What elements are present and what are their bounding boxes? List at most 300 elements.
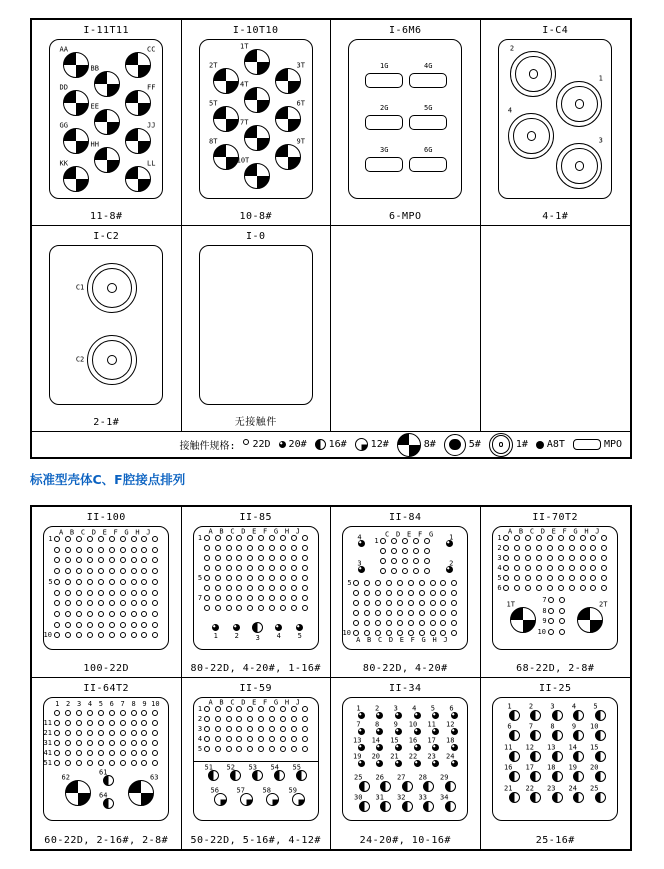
contact-1-icon bbox=[489, 433, 513, 457]
contact-label: D bbox=[91, 528, 96, 537]
contact-22d-icon bbox=[514, 575, 520, 581]
contact-22d-icon bbox=[204, 595, 210, 601]
contact-22d-icon bbox=[413, 538, 419, 544]
contact-22d-icon bbox=[120, 557, 126, 563]
contact-22d-icon bbox=[141, 740, 147, 746]
contact-label: 6 bbox=[109, 699, 114, 708]
contact-20-icon bbox=[414, 760, 421, 767]
cell-ii-100 bbox=[32, 507, 182, 678]
contact-22d-icon bbox=[236, 545, 242, 551]
cell-ii-85 bbox=[182, 507, 332, 678]
contact-16-icon bbox=[509, 710, 520, 721]
contact-22d-icon bbox=[65, 710, 71, 716]
contact-22d-icon bbox=[109, 750, 115, 756]
connector-caption: 2-1# bbox=[93, 417, 120, 428]
connector-face bbox=[49, 245, 163, 405]
contact-label: 5 bbox=[98, 699, 103, 708]
contact-22d-icon bbox=[120, 632, 126, 638]
contact-22d-icon bbox=[141, 547, 147, 553]
contact-label: A bbox=[59, 528, 64, 537]
contact-8-icon bbox=[125, 90, 151, 116]
contact-22d-icon bbox=[536, 585, 542, 591]
contact-20-icon bbox=[296, 624, 303, 631]
contact-22d-icon bbox=[558, 555, 564, 561]
contact-label: 3 bbox=[197, 725, 203, 734]
contact-22d-icon bbox=[302, 746, 308, 752]
contact-22d-icon bbox=[131, 710, 137, 716]
contact-label: 5 bbox=[297, 631, 302, 640]
connector-face bbox=[199, 39, 313, 199]
contact-22d-icon bbox=[54, 611, 60, 617]
contact-22d-icon bbox=[440, 580, 446, 586]
contact-22d-icon bbox=[601, 555, 607, 561]
contact-label: 64 bbox=[99, 791, 108, 800]
contact-label: 3 bbox=[255, 633, 260, 642]
contact-label: 5 bbox=[593, 702, 598, 711]
contact-22d-icon bbox=[558, 585, 564, 591]
connector-model-title: II-84 bbox=[388, 512, 422, 523]
connector-face bbox=[193, 697, 319, 821]
contact-22d-icon bbox=[503, 545, 509, 551]
contact-label: 54 bbox=[270, 763, 279, 772]
cell-ii-84 bbox=[331, 507, 481, 678]
contact-22d-icon bbox=[226, 545, 232, 551]
contact-label: E bbox=[102, 528, 107, 537]
contact-16-icon bbox=[530, 751, 541, 762]
contact-22d-icon bbox=[302, 716, 308, 722]
contact-22d-icon bbox=[204, 555, 210, 561]
contact-22d-icon bbox=[451, 620, 457, 626]
contact-label: 4 bbox=[412, 704, 417, 713]
contact-22d-icon bbox=[54, 557, 60, 563]
contact-22d-icon bbox=[87, 611, 93, 617]
connector-face bbox=[193, 526, 319, 650]
contact-20-icon bbox=[395, 744, 402, 751]
contact-22d-icon bbox=[353, 600, 359, 606]
connector-face bbox=[199, 245, 313, 405]
contact-22d-icon bbox=[424, 548, 430, 554]
contact-label: 56 bbox=[210, 786, 219, 795]
contact-22d-icon bbox=[215, 716, 221, 722]
contact-22d-icon bbox=[258, 585, 264, 591]
contact-22d-icon bbox=[397, 610, 403, 616]
contact-22d-icon bbox=[98, 760, 104, 766]
contact-22d-icon bbox=[525, 545, 531, 551]
contact-label: 4 bbox=[357, 533, 362, 542]
contact-22d-icon bbox=[258, 565, 264, 571]
contact-22d-icon bbox=[413, 548, 419, 554]
contact-22d-icon bbox=[131, 557, 137, 563]
contact-16-icon bbox=[423, 801, 434, 812]
contact-22d-icon bbox=[397, 600, 403, 606]
contact-22d-icon bbox=[364, 580, 370, 586]
contact-22d-icon bbox=[76, 720, 82, 726]
contact-22d-icon bbox=[204, 565, 210, 571]
contact-label: D bbox=[396, 530, 401, 539]
contact-12-icon bbox=[355, 438, 368, 451]
contact-22d-icon bbox=[451, 630, 457, 636]
contact-label: 5 bbox=[347, 579, 352, 588]
contact-1-icon bbox=[87, 335, 137, 385]
contact-label: 2T bbox=[209, 61, 218, 70]
contact-label: 2 bbox=[66, 699, 71, 708]
contact-mpo-icon bbox=[365, 115, 403, 130]
contact-label: 28 bbox=[418, 773, 427, 782]
contact-16-icon bbox=[552, 710, 563, 721]
contact-22d-icon bbox=[204, 726, 210, 732]
cell-ii-34 bbox=[331, 678, 481, 849]
contact-22d-icon bbox=[152, 760, 158, 766]
contact-label: 2 bbox=[509, 44, 515, 53]
contact-22d-icon bbox=[131, 632, 137, 638]
contact-22d-icon bbox=[54, 622, 60, 628]
contact-22d-icon bbox=[131, 579, 137, 585]
contact-label: 4 bbox=[87, 699, 93, 708]
contact-8-icon bbox=[65, 780, 91, 806]
contact-22d-icon bbox=[109, 536, 115, 542]
contact-label: 17 bbox=[427, 736, 436, 745]
contact-label: 21 bbox=[504, 784, 513, 793]
contact-label: 7 bbox=[542, 596, 547, 605]
contact-22d-icon bbox=[353, 590, 359, 596]
contact-label: 1 bbox=[598, 74, 603, 83]
contact-22d-icon bbox=[131, 600, 137, 606]
contact-label: 24 bbox=[446, 752, 455, 761]
contact-16-icon bbox=[552, 771, 563, 782]
contact-label: 29 bbox=[440, 773, 449, 782]
contact-22d-icon bbox=[120, 622, 126, 628]
connector-model-title: II-34 bbox=[388, 683, 422, 694]
contact-label: 1T bbox=[506, 600, 515, 609]
contact-22d-icon bbox=[226, 595, 232, 601]
contact-16-icon bbox=[595, 792, 606, 803]
contact-22d-icon bbox=[548, 597, 554, 603]
contact-22d-icon bbox=[215, 535, 221, 541]
contact-22d-icon bbox=[269, 746, 275, 752]
connector-face bbox=[498, 39, 612, 199]
contact-8-icon bbox=[63, 128, 89, 154]
connector-face bbox=[43, 526, 169, 650]
contact-22d-icon bbox=[380, 568, 386, 574]
contact-22d-icon bbox=[547, 565, 553, 571]
contact-20-icon bbox=[279, 441, 286, 448]
contact-22d-icon bbox=[141, 600, 147, 606]
contact-22d-icon bbox=[215, 575, 221, 581]
contact-22d-icon bbox=[386, 610, 392, 616]
contact-8-icon bbox=[63, 90, 89, 116]
contact-label: 8T bbox=[209, 137, 218, 146]
contact-22d-icon bbox=[430, 620, 436, 626]
contact-22d-icon bbox=[375, 580, 381, 586]
contact-22d-icon bbox=[98, 730, 104, 736]
contact-22d-icon bbox=[109, 547, 115, 553]
connector-model-title: I-10T10 bbox=[232, 25, 279, 36]
contact-22d-icon bbox=[247, 726, 253, 732]
contact-8-icon bbox=[244, 87, 270, 113]
contact-22d-icon bbox=[364, 600, 370, 606]
contact-22d-icon bbox=[54, 720, 60, 726]
contact-12-icon bbox=[292, 793, 305, 806]
contact-22d-icon bbox=[131, 590, 137, 596]
contact-22d-icon bbox=[109, 557, 115, 563]
contact-label: GG bbox=[59, 121, 68, 130]
contact-22d-icon bbox=[215, 605, 221, 611]
contact-label: 6G bbox=[424, 145, 433, 154]
contact-label: 19 bbox=[568, 763, 577, 772]
contact-20-icon bbox=[275, 624, 282, 631]
contact-22d-icon bbox=[280, 746, 286, 752]
contact-22d-icon bbox=[226, 555, 232, 561]
contact-label: 7 bbox=[356, 720, 361, 729]
legend-label: 12# bbox=[370, 439, 389, 450]
contact-label: 1T bbox=[240, 42, 249, 51]
contact-label: 4 bbox=[197, 735, 203, 744]
contact-label: 26 bbox=[375, 773, 384, 782]
contact-label: 2 bbox=[497, 544, 502, 553]
contact-label: 1 bbox=[497, 534, 502, 543]
contact-16-icon bbox=[509, 751, 520, 762]
contact-label: 3 bbox=[393, 704, 398, 713]
contact-22d-icon bbox=[141, 622, 147, 628]
contact-label: 22 bbox=[525, 784, 534, 793]
contact-label: 13 bbox=[547, 743, 556, 752]
contact-22d-icon bbox=[215, 545, 221, 551]
contact-22d-icon bbox=[236, 746, 242, 752]
contact-22d-icon bbox=[424, 568, 430, 574]
contact-22d-icon bbox=[204, 716, 210, 722]
contact-label: 51 bbox=[43, 759, 52, 768]
contact-22d-icon bbox=[236, 605, 242, 611]
contact-label: 8 bbox=[131, 699, 136, 708]
contact-mpo-icon bbox=[409, 73, 447, 88]
contact-label: G bbox=[273, 698, 279, 707]
contact-22d-icon bbox=[258, 605, 264, 611]
contact-22d-icon bbox=[601, 565, 607, 571]
contact-5-icon bbox=[444, 434, 466, 456]
cell-i-0 bbox=[182, 226, 332, 432]
contact-label: 2T bbox=[598, 600, 608, 609]
contact-22d-icon bbox=[364, 620, 370, 626]
contact-22d-icon bbox=[109, 710, 115, 716]
contact-22d-icon bbox=[569, 575, 575, 581]
connector-caption: 25-16# bbox=[535, 835, 575, 846]
contact-22d-icon bbox=[109, 579, 115, 585]
contact-22d-icon bbox=[109, 730, 115, 736]
contact-label: 3 bbox=[357, 559, 362, 568]
contact-22d-icon bbox=[302, 565, 308, 571]
contact-22d-icon bbox=[236, 716, 242, 722]
contact-22d-icon bbox=[76, 750, 82, 756]
connector-face bbox=[342, 526, 468, 650]
contact-22d-icon bbox=[87, 600, 93, 606]
contact-22d-icon bbox=[65, 557, 71, 563]
contact-label: 18 bbox=[446, 736, 455, 745]
contact-22d-icon bbox=[353, 580, 359, 586]
contact-22d-icon bbox=[247, 706, 253, 712]
contact-label: J bbox=[595, 527, 600, 536]
contact-22d-icon bbox=[548, 618, 554, 624]
contact-22d-icon bbox=[87, 730, 93, 736]
cell-i-6m6 bbox=[331, 20, 481, 226]
contact-22d-icon bbox=[54, 750, 60, 756]
contact-label: 14 bbox=[371, 736, 381, 745]
contact-label: G bbox=[273, 527, 279, 536]
contact-22d-icon bbox=[280, 575, 286, 581]
contact-20-icon bbox=[414, 712, 421, 719]
contact-22d-icon bbox=[580, 535, 586, 541]
contact-22d-icon bbox=[280, 535, 286, 541]
contact-22d-icon bbox=[380, 558, 386, 564]
contact-22d-icon bbox=[54, 740, 60, 746]
contact-22d-icon bbox=[419, 600, 425, 606]
contact-label: J bbox=[443, 636, 448, 645]
contact-22d-icon bbox=[580, 575, 586, 581]
contact-22d-icon bbox=[503, 535, 509, 541]
contact-22d-icon bbox=[269, 585, 275, 591]
contact-22d-icon bbox=[258, 595, 264, 601]
contact-22d-icon bbox=[109, 568, 115, 574]
contact-22d-icon bbox=[269, 605, 275, 611]
contact-22d-icon bbox=[558, 565, 564, 571]
contact-22d-icon bbox=[247, 545, 253, 551]
contact-label: 32 bbox=[397, 793, 406, 802]
contact-label: 5 bbox=[497, 574, 502, 583]
contact-22d-icon bbox=[559, 618, 565, 624]
contact-22d-icon bbox=[258, 716, 264, 722]
contact-label: 9 bbox=[393, 720, 398, 729]
contact-22d-icon bbox=[302, 605, 308, 611]
contact-label: 11 bbox=[43, 719, 52, 728]
contact-22d-icon bbox=[291, 706, 297, 712]
contact-22d-icon bbox=[536, 535, 542, 541]
contact-12-icon bbox=[240, 793, 253, 806]
cell-i-11t11 bbox=[32, 20, 182, 226]
contact-label: 10 bbox=[43, 631, 52, 640]
contact-label: 23 bbox=[547, 784, 556, 793]
contact-22d-icon bbox=[391, 548, 397, 554]
contact-16-icon bbox=[573, 751, 584, 762]
contact-22d-icon bbox=[430, 590, 436, 596]
contact-22d-icon bbox=[590, 545, 596, 551]
contact-16-icon bbox=[252, 622, 263, 633]
contact-22d-icon bbox=[269, 555, 275, 561]
contact-22d-icon bbox=[547, 555, 553, 561]
contact-22d-icon bbox=[440, 600, 446, 606]
contact-label: HH bbox=[90, 140, 99, 149]
contact-22d-icon bbox=[451, 590, 457, 596]
connector-table-2 bbox=[30, 505, 632, 851]
contact-22d-icon bbox=[280, 605, 286, 611]
connector-model-title: II-85 bbox=[239, 512, 273, 523]
contact-label: 23 bbox=[427, 752, 436, 761]
contact-16-icon bbox=[445, 801, 456, 812]
contact-22d-icon bbox=[569, 545, 575, 551]
contact-label: 1 bbox=[48, 535, 53, 544]
contact-22d-icon bbox=[451, 610, 457, 616]
contact-label: G bbox=[124, 528, 129, 537]
contact-22d-icon bbox=[236, 595, 242, 601]
contact-22d-icon bbox=[413, 558, 419, 564]
contact-22d-icon bbox=[65, 579, 71, 585]
contact-22d-icon bbox=[109, 611, 115, 617]
contact-label: C1 bbox=[75, 283, 85, 292]
contact-label: 1 bbox=[356, 704, 361, 713]
contact-22d-icon bbox=[87, 579, 93, 585]
contact-16-icon bbox=[552, 730, 563, 741]
contact-label: 20 bbox=[371, 752, 381, 761]
connector-caption: 11-8# bbox=[89, 211, 123, 222]
contact-22d-icon bbox=[280, 726, 286, 732]
contact-label: 7 bbox=[528, 722, 534, 731]
contact-label: 1 bbox=[213, 631, 218, 640]
contact-22d-icon bbox=[258, 575, 264, 581]
contact-22d-icon bbox=[413, 568, 419, 574]
cell-i-c2 bbox=[32, 226, 182, 432]
contact-label: JJ bbox=[146, 121, 156, 130]
contact-label: F bbox=[562, 527, 567, 536]
contact-16-icon bbox=[530, 771, 541, 782]
contact-22d-icon bbox=[65, 611, 71, 617]
contact-8-icon bbox=[125, 166, 151, 192]
contact-8-icon bbox=[244, 125, 270, 151]
cell-ii-59 bbox=[182, 678, 332, 849]
contact-22d-icon bbox=[141, 632, 147, 638]
contact-8-icon bbox=[244, 163, 270, 189]
contact-label: B bbox=[367, 636, 372, 645]
contact-label: 11 bbox=[504, 743, 513, 752]
contact-22d-icon bbox=[440, 610, 446, 616]
contact-label: D bbox=[540, 527, 545, 536]
contact-16-icon bbox=[359, 801, 370, 812]
contact-22d-icon bbox=[204, 605, 210, 611]
contact-label: 6T bbox=[296, 99, 305, 108]
contact-label: 63 bbox=[149, 773, 159, 782]
contact-22d-icon bbox=[141, 590, 147, 596]
contact-8-icon bbox=[397, 433, 421, 457]
contact-label: 6 bbox=[497, 584, 502, 593]
contact-label: 4 bbox=[571, 702, 577, 711]
contact-22d-icon bbox=[590, 565, 596, 571]
contact-22d-icon bbox=[402, 548, 408, 554]
contact-22d-icon bbox=[364, 610, 370, 616]
contact-22d-icon bbox=[258, 706, 264, 712]
contact-label: 5 bbox=[48, 577, 53, 586]
contact-22d-icon bbox=[601, 535, 607, 541]
contact-22d-icon bbox=[87, 536, 93, 542]
contact-22d-icon bbox=[152, 750, 158, 756]
contact-8-icon bbox=[213, 144, 239, 170]
contact-22d-icon bbox=[141, 568, 147, 574]
legend-item-1 bbox=[489, 433, 528, 457]
contact-16-icon bbox=[402, 801, 413, 812]
contact-label: 1G bbox=[380, 61, 389, 70]
contact-8-icon bbox=[125, 128, 151, 154]
contact-22d-icon bbox=[76, 568, 82, 574]
contact-22d-icon bbox=[98, 632, 104, 638]
contact-label: 15 bbox=[590, 743, 599, 752]
contact-22d-icon bbox=[559, 629, 565, 635]
contact-label: A bbox=[208, 527, 213, 536]
contact-8-icon bbox=[244, 49, 270, 75]
contact-label: B bbox=[518, 527, 524, 536]
contact-label: C bbox=[385, 530, 390, 539]
contact-22d-icon bbox=[291, 605, 297, 611]
contact-22d-icon bbox=[514, 585, 520, 591]
legend-title: 接触件规格: bbox=[179, 441, 236, 452]
contact-22d-icon bbox=[291, 545, 297, 551]
contact-22d-icon bbox=[76, 730, 82, 736]
contact-label: G bbox=[421, 636, 426, 645]
